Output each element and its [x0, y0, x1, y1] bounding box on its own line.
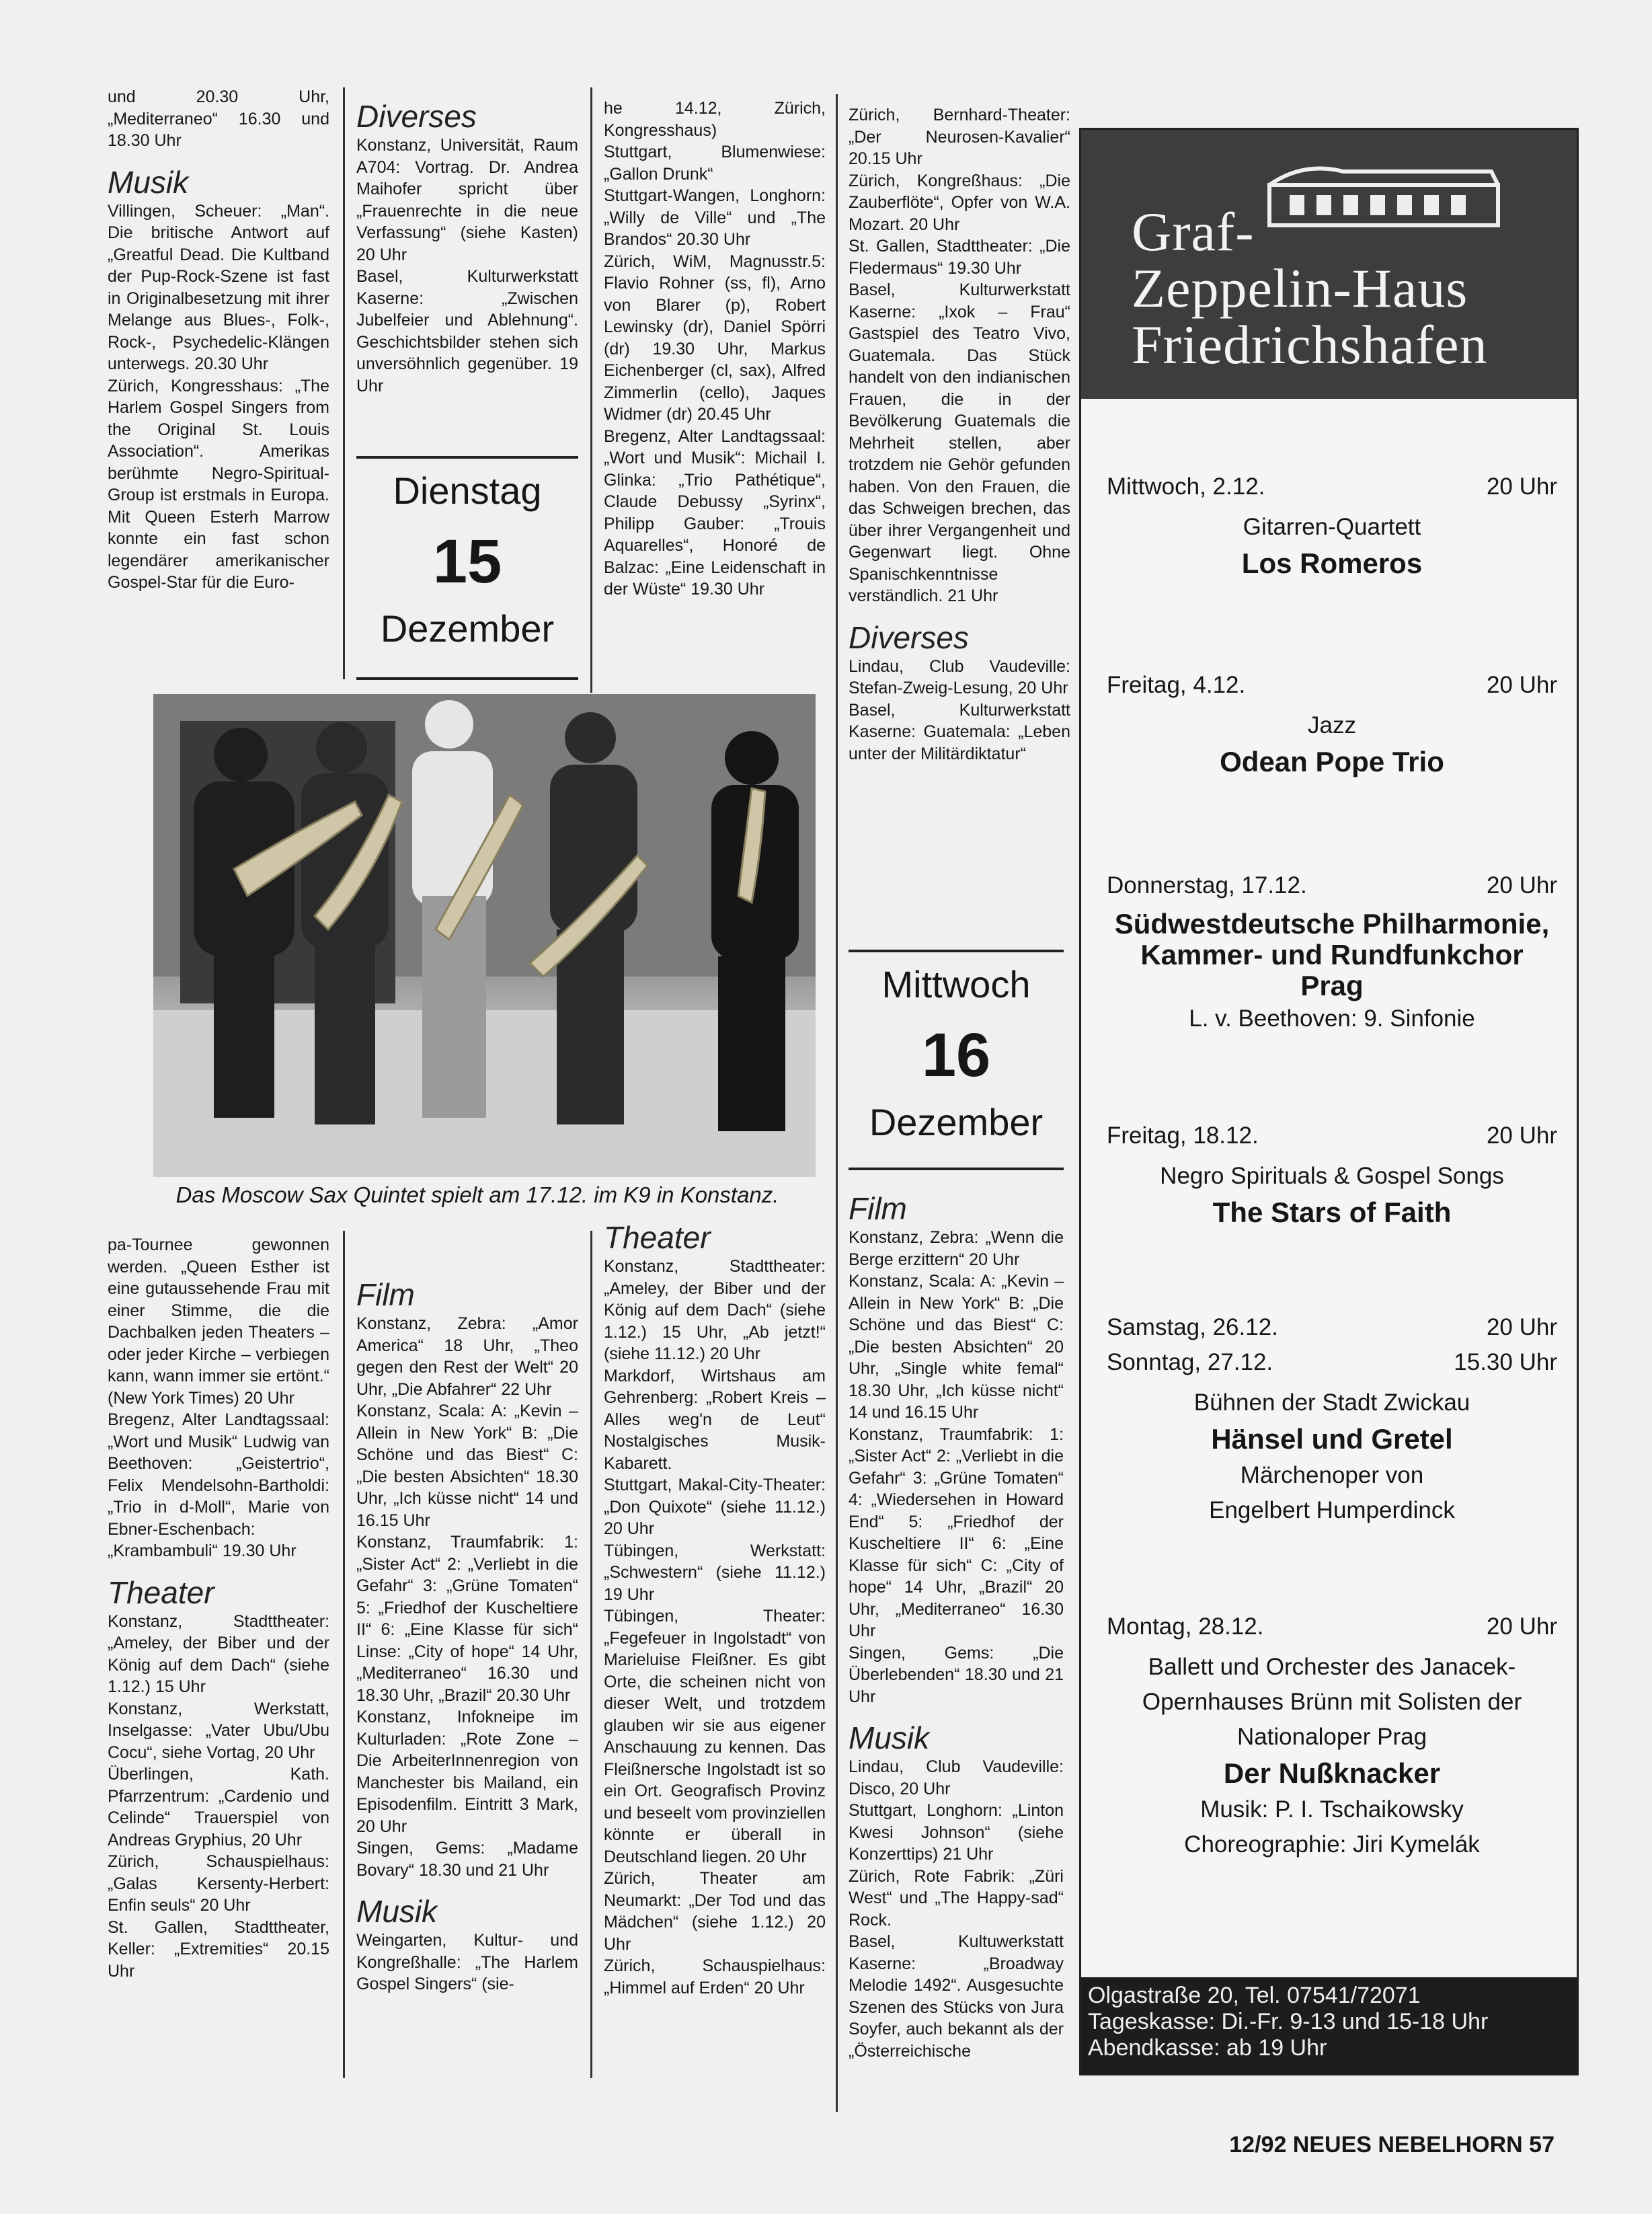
event-time: 20 Uhr — [1486, 1122, 1557, 1149]
date-block-mittwoch — [849, 950, 1064, 1170]
column-3-top — [604, 98, 826, 601]
ad-event — [1107, 668, 1557, 781]
listing-entry: Konstanz, Stadttheater: „Ameley, der Biber und der König auf dem Dach“ (siehe 1.12.) 15 Uhr, „Ab jetzt!“ (siehe 11.12.) 20 Uhr — [604, 1257, 826, 1363]
event-title: Odean Pope Trio — [1220, 746, 1444, 777]
column-rule — [343, 87, 345, 679]
listing-entry: Singen, Gems: „Madame Bovary“ 18.30 und 21 Uhr — [356, 1839, 578, 1880]
section-heading: Theater — [604, 1220, 711, 1255]
ad-address: Olgastraße 20, Tel. 07541/72071 — [1088, 1983, 1421, 2008]
event-subtitle: Negro Spirituals & Gospel Songs — [1160, 1163, 1504, 1189]
column-3-bottom — [604, 1207, 826, 1999]
listing-entry: Zürich, Kongreßhaus: „Die Zauberflöte“, Opfer von W.A. Mozart. 20 Uhr — [849, 171, 1070, 234]
event-time: 20 Uhr — [1486, 672, 1557, 698]
listing-entry: Konstanz, Universität, Raum A704: Vortrag. Dr. Andrea Maihofer spricht über „Frauenrechte in die neue Verfassung“ (siehe Kasten) 20 Uhr — [356, 136, 578, 264]
listing-entry: Basel, Kultuwerkstatt Kaserne: „Broadway Melodie 1492“. Ausgesuchte Szenen des Stücks von Jura Soyfer, auch bekannt als der „Österreichische — [849, 1932, 1064, 2061]
listing-entry: und 20.30 Uhr, „Mediterraneo“ 16.30 und 18.30 Uhr — [108, 87, 329, 150]
listing-entry: Weingarten, Kultur- und Kongreßhalle: „The Harlem Gospel Singers“ (sie- — [356, 1931, 578, 1993]
listing-entry: Konstanz, Scala: A: „Kevin – Allein in New York“ B: „Die Schöne und das Biest“ C: „Die besten Absichten“ 20 Uhr, „Single white femal“ 18.30 Uhr, „Ich küsse nicht“ 14 und 16.15 Uhr — [849, 1272, 1064, 1422]
listing-entry: Zürich, Schauspielhaus: „Himmel auf Erden“ 20 Uhr — [604, 1956, 826, 1997]
page-footer: 12/92 NEUES NEBELHORN 57 — [1229, 2132, 1555, 2158]
ad-event — [1107, 1310, 1557, 1528]
date-block-dienstag — [356, 456, 578, 680]
listing-entry: St. Gallen, Stadttheater, Keller: „Extremities“ 20.15 Uhr — [108, 1917, 329, 1981]
listing-entry: Basel, Kulturwerkstatt Kaserne: „Zwischen Jubelfeier und Ablehnung“. Geschichtsbilder stehen sich unversöhnlich gegenüber. 19 Uhr — [356, 267, 578, 395]
event-time: 20 Uhr — [1486, 473, 1557, 500]
listing-entry: Zürich, Bernhard-Theater: „Der Neurosen-Kavalier“ 20.15 Uhr — [849, 106, 1070, 168]
ad-evening-box-office: Abendkasse: ab 19 Uhr — [1088, 2035, 1327, 2061]
listing-entry: he 14.12, Zürich, Kongresshaus) — [604, 99, 826, 140]
listing-entry: Stuttgart, Longhorn: „Linton Kwesi Johnson“ (siehe Konzerttips) 21 Uhr — [849, 1801, 1064, 1864]
event-date: Mittwoch, 2.12. — [1107, 473, 1265, 500]
listing-entry: Tübingen, Theater: „Fegefeuer in Ingolstadt“ von Marieluise Fleißner. Es gibt Orte, die scheinen nicht von dieser Welt, und trotzdem glauben wir sie aus eigener Anschauung zu kennen. Das Fleißnersche Ingolstadt ist so ein Ort. Geografisch Provinz und beseelt vom provinziellen könnte er überall in Deutschland liegen. 20 Uhr — [604, 1607, 826, 1866]
listing-entry: Bregenz, Alter Landtagssaal: „Wort und Musik“: Michail I. Glinka: „Trio Pathétique“, Claude Debussy „Syrinx“, Philipp Gauber: „Trouis Aquarelles“, Honoré de Balzac: „Eine Leidenschaft in der Wüste“ 19.30 Uhr — [604, 426, 826, 599]
event-time: 20 Uhr — [1486, 1613, 1557, 1640]
weekday-label: Dienstag — [393, 469, 542, 512]
listing-entry: Zürich, Kongresshaus: „The Harlem Gospel Singers from the Original St. Louis Association“. Amerikas berühmte Negro-Spiritual-Group ist erstmals in Europa. Mit Queen Esterh Marrow konnte ein fast schon legendärer amerikanischer Gospel-Star für die Euro- — [108, 376, 329, 592]
month-label: Dezember — [380, 607, 555, 650]
column-rule — [590, 87, 592, 693]
column-1-top — [108, 86, 329, 594]
listing-entry: Zürich, Rote Fabrik: „Züri West“ und „The Happy-sad“ Rock. — [849, 1866, 1064, 1930]
listing-entry: Basel, Kulturwerkstatt Kaserne: Guatemala: „Leben unter der Militärdiktatur“ — [849, 700, 1070, 763]
month-label: Dezember — [869, 1101, 1044, 1143]
ad-contact-footer — [1081, 1977, 1577, 2075]
event-subtitle: Opernhauses Brünn mit Solisten der — [1142, 1689, 1522, 1715]
listing-entry: Tübingen, Werkstatt: „Schwestern“ (siehe 11.12.) 19 Uhr — [604, 1541, 826, 1604]
event-time-2: 15.30 Uhr — [1454, 1349, 1557, 1375]
listing-entry: Stuttgart, Makal-City-Theater: „Don Quixote“ (siehe 11.12.) 20 Uhr — [604, 1476, 826, 1538]
event-date: Donnerstag, 17.12. — [1107, 872, 1307, 899]
event-title: Hänsel und Gretel — [1211, 1423, 1453, 1455]
event-title: Südwestdeutsche Philharmonie, Kammer- und Rundfunkchor Prag — [1114, 908, 1550, 1001]
listing-entry: Konstanz, Scala: A: „Kevin – Allein in New York“ B: „Die Schöne und das Biest“ C: „Die besten Absichten“ 18.30 Uhr, „Ich küsse nicht“ 14 und 16.15 Uhr — [356, 1402, 578, 1530]
listing-entry: Konstanz, Traumfabrik: 1: „Sister Act“ 2: „Verliebt in die Gefahr“ 3: „Grüne Tomaten“ 4: „Wiedersehen in Howard End“ 5: „Friedhof der Kuscheltiere II“ 6: „Eine Klasse für sich“ C: „City of hope“ 14 Uhr, „Brazil“ 20 Uhr, „Mediterraneo“ 16.30 Uhr — [849, 1424, 1064, 1640]
event-date: Freitag, 18.12. — [1107, 1122, 1259, 1149]
listing-entry: Lindau, Club Vaudeville: Disco, 20 Uhr — [849, 1757, 1064, 1798]
listing-entry: Zürich, Schauspielhaus: „Galas Kersenty-Herbert: Enfin seuls“ 20 Uhr — [108, 1852, 329, 1915]
event-date-2: Sonntag, 27.12. — [1107, 1349, 1273, 1375]
event-detail: L. v. Beethoven: 9. Sinfonie — [1189, 1005, 1475, 1032]
listing-entry: Lindau, Club Vaudeville: Stefan-Zweig-Lesung, 20 Uhr — [849, 656, 1070, 697]
event-subtitle: Ballett und Orchester des Janacek- — [1148, 1654, 1516, 1680]
listing-entry: pa-Tournee gewonnen werden. „Queen Esther ist eine gutaussehende Frau mit einer Stimme, die die Dachbalken jeden Theaters – oder jeder Kirche – verbiegen kann, wann immer sie ertönt.“ (New York Times) 20 Uhr — [108, 1235, 329, 1408]
column-rule — [590, 1231, 592, 2078]
day-number: 15 — [432, 527, 502, 596]
column-2-top — [356, 86, 578, 397]
section-heading: Musik — [108, 164, 189, 200]
ad-title-line: Graf- — [1132, 201, 1255, 262]
column-2-bottom — [356, 1264, 578, 1995]
event-time: 20 Uhr — [1486, 872, 1557, 899]
listing-entry: Singen, Gems: „Die Überlebenden“ 18.30 und 21 Uhr — [849, 1643, 1064, 1706]
section-heading: Musik — [849, 1720, 930, 1755]
column-rule — [836, 94, 838, 2112]
listing-entry: Konstanz, Infokneipe im Kulturladen: „Rote Zone – Die ArbeiterInnenregion von Manchester bis Mailand, ein Episodenfilm. Eintritt 3 Mark, 20 Uhr — [356, 1708, 578, 1836]
weekday-label: Mittwoch — [881, 963, 1031, 1005]
event-detail: Märchenoper von — [1240, 1462, 1424, 1488]
section-heading: Musik — [356, 1894, 438, 1929]
section-heading: Diverses — [356, 99, 477, 134]
event-detail: Musik: P. I. Tschaikowsky — [1200, 1796, 1464, 1823]
ad-title-line: Friedrichshafen — [1132, 314, 1488, 375]
ad-box-office-hours: Tageskasse: Di.-Fr. 9-13 und 15-18 Uhr — [1088, 2009, 1489, 2034]
event-subtitle: Bühnen der Stadt Zwickau — [1193, 1389, 1470, 1416]
listing-entry: Überlingen, Kath. Pfarrzentrum: „Cardenio und Celinde“ Trauerspiel von Andreas Gryphius, 20 Uhr — [108, 1765, 329, 1849]
section-heading: Film — [849, 1191, 907, 1226]
event-date: Montag, 28.12. — [1107, 1613, 1264, 1640]
event-subtitle: Jazz — [1308, 712, 1356, 738]
graf-zeppelin-haus-ad — [1079, 128, 1579, 2075]
listing-entry: Markdorf, Wirtshaus am Gehrenberg: „Robert Kreis – Alles weg'n de Leut“ Nostalgisches Musik-Kabarett. — [604, 1366, 826, 1473]
event-date: Samstag, 26.12. — [1107, 1314, 1278, 1340]
column-rule — [343, 1231, 345, 2078]
event-detail: Engelbert Humperdinck — [1209, 1497, 1455, 1523]
listing-entry: Konstanz, Werkstatt, Inselgasse: „Vater Ubu/Ubu Cocu“, siehe Vortag, 20 Uhr — [108, 1699, 329, 1762]
ad-event — [1107, 1609, 1557, 1862]
event-detail: Choreographie: Jiri Kymelák — [1184, 1831, 1480, 1858]
listing-entry: Konstanz, Stadttheater: „Ameley, der Biber und der König auf dem Dach“ (siehe 1.12.) 15 Uhr — [108, 1611, 329, 1696]
column-4-top — [849, 104, 1070, 765]
listing-entry: Bregenz, Alter Landtagssaal: „Wort und Musik“ Ludwig van Beethoven: „Geistertrio“, Felix Mendelsohn-Bartholdi: „Trio in d-Moll“, Marie von Ebner-Eschenbach: „Krambambuli“ 19.30 Uhr — [108, 1410, 329, 1560]
event-subtitle: Nationaloper Prag — [1236, 1724, 1427, 1750]
listing-entry: Zürich, WiM, Magnusstr.5: Flavio Rohner (ss, fl), Arno von Blarer (p), Robert Lewinsky (dr), Daniel Spörri (dr) 19.30 Uhr, Markus Eichenberger (cl, sax), Alfred Zimmerlin (cello), Jaques Widmer (dr) 20.45 Uhr — [604, 252, 826, 424]
day-number: 16 — [921, 1021, 991, 1090]
section-heading: Diverses — [849, 619, 969, 655]
listing-entry: Villingen, Scheuer: „Man“. Die britische Antwort auf „Greatful Dead. Die Kultband der Pup-Rock-Szene ist fast in Originalbesetzung mit ihrer Melange aus Blues-, Folk-, Rock-, Psychedelic-Klängen unterwegs. 20.30 Uhr — [108, 201, 329, 373]
listing-entry: Konstanz, Zebra: „Wenn die Berge erzittern“ 20 Uhr — [849, 1228, 1064, 1269]
band-photo — [153, 694, 816, 1177]
event-title: Los Romeros — [1241, 547, 1423, 579]
column-1-bottom — [108, 1234, 329, 1982]
event-title: The Stars of Faith — [1212, 1196, 1452, 1228]
listing-entry: Konstanz, Zebra: „Amor America“ 18 Uhr, „Theo gegen den Rest der Welt“ 20 Uhr, „Die Abfahrer“ 22 Uhr — [356, 1314, 578, 1399]
listing-entry: St. Gallen, Stadttheater: „Die Fledermaus“ 19.30 Uhr — [849, 237, 1070, 278]
section-heading: Film — [356, 1277, 415, 1312]
listing-entry: Stuttgart-Wangen, Longhorn: „Willy de Ville“ und „The Brandos“ 20.30 Uhr — [604, 186, 826, 249]
listing-entry: Zürich, Theater am Neumarkt: „Der Tod und das Mädchen“ (siehe 1.12.) 20 Uhr — [604, 1869, 826, 1954]
event-title: Der Nußknacker — [1223, 1757, 1441, 1789]
ad-title-line: Zeppelin-Haus — [1132, 258, 1468, 319]
event-date: Freitag, 4.12. — [1107, 672, 1246, 698]
listing-entry: Basel, Kulturwerkstatt Kaserne: „Ixok – Frau“ Gastspiel des Teatro Vivo, Guatemala. Das Stück handelt von den indianischen Frauen, die in der Bevölkerung Guatemals die Mehrheit stellen, aber trotzdem nie Gehör gefunden haben. Von den Frauen, die das Schweigen brechen, das über ihrer Vergangenheit und Gegenwart liegt. Ohne Spanischkenntnisse verständlich. 21 Uhr — [849, 280, 1070, 605]
column-4-bottom — [849, 1178, 1064, 2062]
ad-event — [1107, 469, 1557, 582]
listing-entry: Stuttgart, Blumenwiese: „Gallon Drunk“ — [604, 143, 826, 184]
ad-header — [1081, 130, 1577, 399]
ad-event — [1107, 868, 1557, 1036]
section-heading: Theater — [108, 1574, 214, 1610]
event-time: 20 Uhr — [1486, 1314, 1557, 1340]
saxophone-quintet-image — [153, 694, 816, 1177]
event-subtitle: Gitarren-Quartett — [1243, 514, 1421, 540]
photo-caption: Das Moscow Sax Quintet spielt am 17.12. im K9 in Konstanz. — [175, 1182, 779, 1207]
ad-event — [1107, 1118, 1557, 1231]
listing-entry: Konstanz, Traumfabrik: 1: „Sister Act“ 2: „Verliebt in die Gefahr“ 3: „Grüne Tomaten“ 5: „Friedhof der Kuscheltiere II“ 6: „Eine Klasse für sich“ Linse: „City of hope“ 14 Uhr, „Mediterraneo“ 16.30 und 18.30 Uhr, „Brazil“ 20.30 Uhr — [356, 1533, 578, 1705]
